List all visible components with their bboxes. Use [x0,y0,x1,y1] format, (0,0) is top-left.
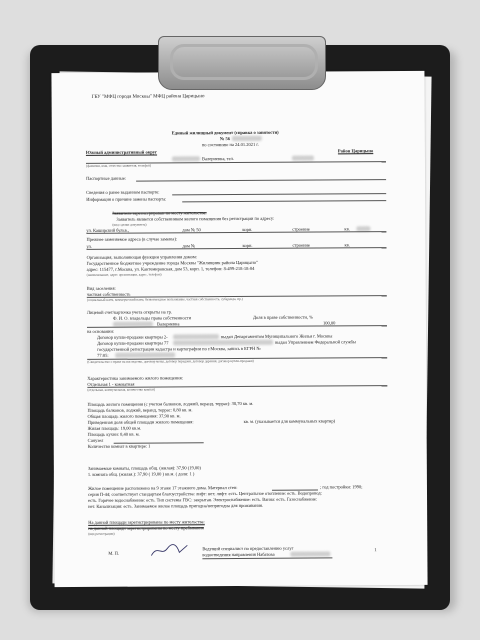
clipboard-clip-ring [170,44,318,80]
document-header: ГБУ "МФЦ города Москвы" МФЦ района Царицыно [91,94,205,100]
document-sheet: ГБУ "МФЦ города Москвы" МФЦ района Царицыно Единый жилищный документ (справка о занятости) № 56 по состоянию на 24.01.2021 г. Южный административный округ Район Царицыно Валериевна, тел. (фамилия, имя, отчество заявителя, телефон) Паспортные данные: Сведения о ранее выданном паспорте: Информация о причине замены паспорта: Заявитель зарегистрирован по месту жительства: Заявитель является собственником жилого помещения без регистрации по адресу: (вид сделки документа) ул. Каширский бульв., дом № 50 корп. строение кв. Прежнее заменяемое адреса (в случае замены): ул. дом № корп. строение кв. Организация, выполняющая функции управления домом: Государственное бюджетное учреждение города Москвы "Жилищник района Царицыно" адрес: 115477, г.Москва, ул. Кантемировская, дом 53, корп. 1, телефон: 8-499-218-18-04 (наименование, адрес организации, адрес, телефон) Вид заселения: частная собственность (социальный наем, коммерческий наем, безвозмездное пользование, частная собственность, субаренда, пр.) Лицевой счет/карточка учета открыты на гр. Ф. И. О. владельцы права собственности Доля в праве собственности, % Валериевна 100,00 на основании: Договор купли-продажи квартиры 2- выдан Департаментом Муниципального Жилья г. Москвы Договор купли-продажи квартиры 77 выдан Управлением Федеральной службы государственной регистрации кадастра и картографии по г.Москва, запись в ЕГРН № 77:05: (Свидетельство о праве на наследство, договор мены, договор передачи, договор дарения, договор купли-продажи) Характеристика занимаемого жилого помещения: Отдельная 1 - комнатная (отдельная, коммунальная, количество комнат) Площадь жилого помещения (с учетом балконов, лоджий, веранд, террас): 38,70 кв. м. Площадь балконов, лоджий, веранд, террас: 0,80 кв. м. Общая площадь жилого помещения: 37,90 кв. м. Приведенная доля общей площади жилого помещения: кв. м. (указывается для коммунальных квартир) Жилая площадь: 19,00 кв.м. Площадь кухни: 8,40 кв. м. Санузел Количество комнат в квартире: 1 Занимаемые комнаты, площадь общ. (жилая): 37,90 (19,00) 1. комната общ. (жилая.): 37,90 ( 19,00 ) кв.м. ( доля: 1 ) Жилое помещение расположено на 9 этаже 17 этажного дома. Материал стен: ; год постройки: 1998; серия П-44; соответствует стандартам благоустройства: лифт: нет; лифт: есть. Центральное отопление: есть. Водопровод: есть. Горячее водоснабжение: есть. Тип системы ГВС: закрытая. Электроснабжение: есть. Ванна: есть. Газоснабжение: нет. Канализация: есть. Занимаемое жилое площадь пригодна/непригодна для проживания. На данной площади зарегистрированы по месту жительства: на данной площади зарегистрированы по месту пребывания (вид регистрации) М. П. Ведущий специалист по предоставлению услуг водоотведения направления Набатова 1 [51,71,427,587]
page-number: 1 [374,547,377,553]
rayon-label: Район Царицыно [337,148,374,154]
signer-department: водоотведения направления Набатова [202,551,275,558]
document-date: по состоянию на 24.01.2021 г. [201,141,259,148]
redacted-name [172,156,200,161]
document-title: Единый жилищный документ (справка о занятости) [171,129,279,136]
applicant-name: Валериевна, тел. [201,156,235,162]
redacted-number [232,136,262,141]
redacted-phone [292,156,314,161]
signer-title: Ведущий специалист по предоставлению услуг [202,545,294,552]
document-number: № 56 [219,136,231,142]
signature [149,542,189,558]
stamp-place: М. П. [108,550,120,556]
passport-label: Паспортные данные: [86,175,127,181]
okrug-label: Южный административный округ [85,149,158,155]
redacted-signer [290,551,330,556]
